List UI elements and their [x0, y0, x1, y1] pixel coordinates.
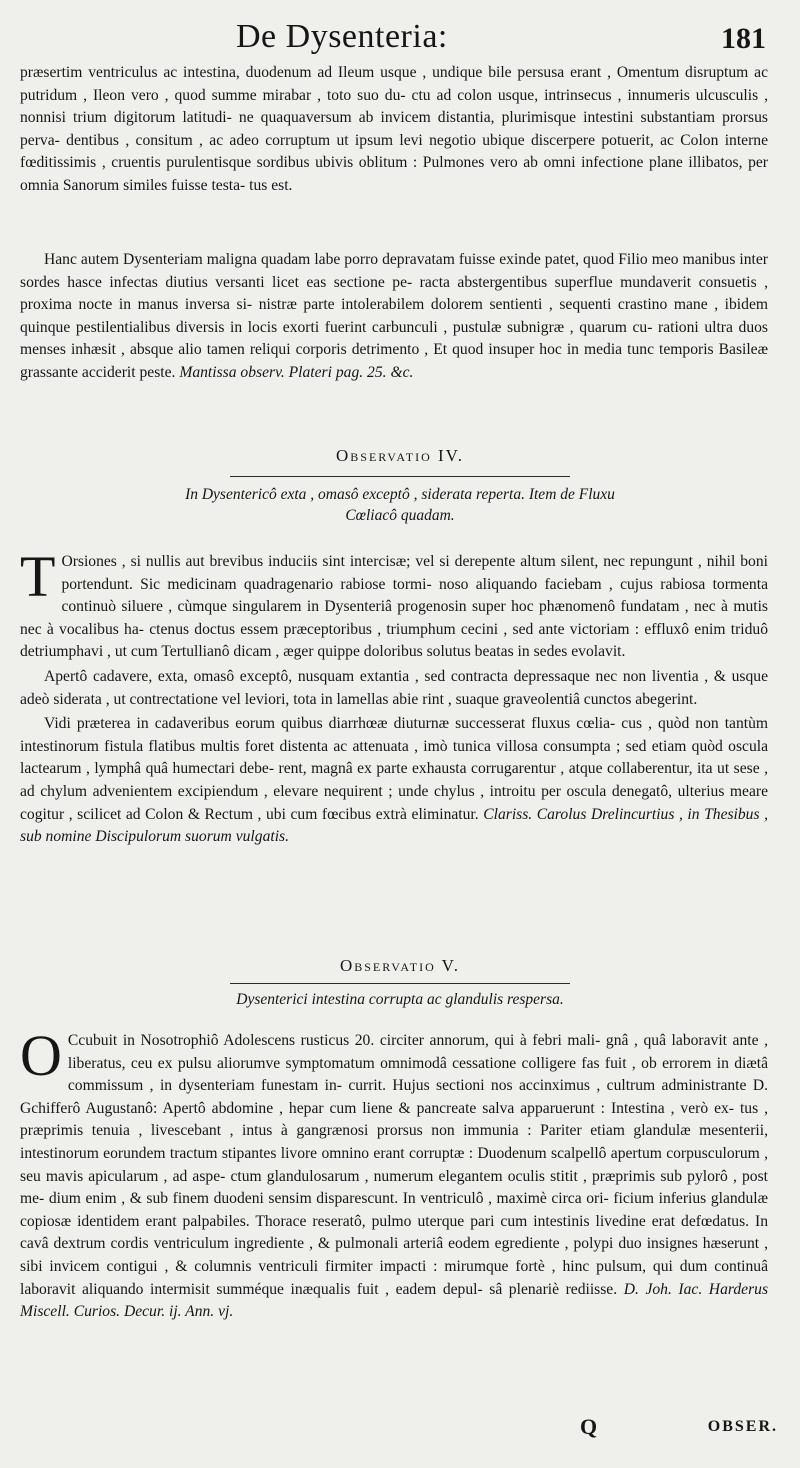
text-line: nec non liventia , & usque adeò siderata , ut contrectatione vel leviori, tota in lamellas abie [20, 667, 769, 708]
text-line: ficium inferius glandulæ copiosæ identidem erant palpabiles. Thorace reseratô, pulmo [20, 1190, 768, 1230]
paragraph-plague [20, 249, 768, 387]
text-line: triduô detriumphavi , ut cum Tertullianô dicam , æger quippe doloribus solutus beatas in [20, 620, 768, 661]
citation: Clariss. Carolus Drelincurtius , in Thesibus , sub nomine Discipulorum suorum vulgatis. [20, 805, 769, 846]
text-line: ctenus doctus essem præceptoribus , triumphum cecini , sed ante victoriam : effluxô enim [149, 620, 726, 638]
text-line: Hanc autem Dysenteriam maligna quadam labe porro depravatam fuisse exinde patet, [44, 251, 580, 268]
text-line: uterque pari cum intestinis livedine erat defœdatus. In cavâ dextrum cordis ventriculum [20, 1212, 769, 1253]
text-line: corruptæ : Duodenum scalpellô apertum corpusculorum , seu mavis apicularum , ad aspe- [20, 1144, 768, 1185]
text-line: rint , suaque graveolentiâ cunctos abegerint. [422, 690, 698, 708]
divider [230, 983, 570, 984]
text-line: Dysenteriâ progenosin super hoc phænomenô fundatam , nec à mutis nec à vocalibus ha- [20, 598, 768, 638]
text-line: ctu ad colon usque, intrinsecus , innumeris ulcusculis , nonnisi trium digitorum latitudi- [20, 86, 768, 127]
drop-cap: O [20, 1023, 62, 1088]
text-line: insuper hoc in media tunc temporis Basileæ grassante acciderit peste. [20, 341, 768, 381]
text-line: Apertô cadavere, exta, omasô exceptô, nusquam extantia , sed contracta depressaque [44, 667, 590, 685]
divider [230, 476, 570, 477]
text-line: gnâ , quâ laboravit ante , liberatus, ceu ex pulsu aliorumve symptomatum omnimodâ [67, 1032, 768, 1072]
text-line: præsertim ventriculus ac intestina, duodenum ad Ileum usque , undique bile persusa [20, 64, 565, 81]
text-line: rent, magnâ ex parte exhausta corrugarentur , atque collaberentur, ita ut sese , ad chylum [20, 760, 768, 800]
text-line: ne quaquaversum ab invicem distantia, plurimisque intestini substantiam prorsus perva- [20, 109, 768, 149]
text-line: vero ab omni infectione plane illibatos, per omnia Sanorum similes fuisse testa- [20, 154, 768, 194]
text-line: advenientem excipiendum , elevare nequirent ; unde chylus , introitu per oscula denegatô, [92, 782, 673, 800]
text-line: Vidi præterea in cadaveribus eorum quibus diarrhœæ diuturnæ successerat fluxus cœlia- [44, 715, 616, 733]
observation-summary [90, 484, 710, 526]
citation: Mantissa observ. Plateri [179, 363, 332, 381]
page-header [0, 18, 800, 64]
observation-summary: Dysenterici intestina corrupta ac glandulis respersa. [236, 991, 564, 1008]
observation-heading: Observatio V. [339, 956, 461, 975]
drop-cap: T [20, 544, 56, 609]
text-line: pestilentialibus diversis in locis exorti fuerint carbunculi , pustulæ subnigræ , quarum cu- [75, 318, 653, 336]
text-line: sâ plenariè rediisse. [489, 1280, 618, 1298]
catchword: OBSER. [707, 1418, 778, 1435]
text-line: nistræ parte intolerabilem dolorem sentienti , sequenti crastino mane , ibidem quinque [20, 296, 768, 336]
text-line: cus , quòd non tantùm intestinorum fistula flatibus multis foret distenta ac attenuata , imò [20, 715, 769, 755]
page-footer [0, 1414, 800, 1444]
text-line: Ccubuit in Nosotrophiô Adolescens rusticus 20. circiter annorum, qui à febri mali- [67, 1032, 601, 1049]
citation: pag. 25. &c. [335, 363, 414, 381]
text-line: nec repungunt , nihil boni portendunt. Sic medicinam quadragenario rabiose tormi- [61, 553, 768, 593]
text-line: ulterius meare cogitur , scilicet ad Colon & Rectum , ubi cum fœcibus extrà eliminatur. [20, 782, 769, 823]
summary-line: In Dysentericô exta , omasô exceptô , siderata reperta. Item de Fluxu [185, 486, 615, 503]
text-block [20, 1023, 769, 1324]
page-number: 181 [721, 22, 766, 55]
text-line: Apertô abdomine , hepar cum liene & pancreate salva apparuerunt : Intestina , verò ex- [162, 1099, 734, 1117]
observation-body [20, 1023, 769, 1326]
text-line: sedes evolavit. [533, 643, 626, 661]
text-line: ingrediente , & pulmonali arteriâ eodem egrediente , polypi duo insignes hæserunt , sibi [20, 1235, 768, 1275]
text-line: ctum glandulosarum , numerum elegantem oculis stitit , præprimis sub pylorô , post me- [20, 1167, 769, 1208]
text-line: tus , præprimis tenuia , livescebant , intus à gangrænosi prorsus non immunia : Pariter [20, 1099, 768, 1140]
text-block [20, 249, 768, 385]
text-line: erant , Omentum disruptum ac putridum , Ileon vero , quod summe mirabar , toto suo du- [20, 64, 768, 104]
text-line: quod Filio meo manibus inter sordes hasce infectas diutius versanti licet eas sectione pe- [20, 251, 768, 291]
text-line: etiam glandulæ mesenterii, intestinorum eorundem tractum stipantes livore omnino erant [20, 1122, 768, 1162]
text-line: Orsiones , si nullis aut brevibus induciis sint intercisæ; vel si derepente altum silent, [61, 553, 599, 570]
text-line: racta abstergentibus superflue mundaverit consuetis , proxima nocte in manus inversa si- [20, 273, 768, 314]
text-line: dentibus , consitum , ac adeo corruptum ut ipsum levi negotio ubique discerpere potuerit, [66, 131, 654, 149]
text-block [20, 666, 768, 711]
text-line: noso aliquando faciebam , cujus rabiosa tormenta continuò siluere , cùmque singularem in [61, 575, 768, 616]
text-block [20, 713, 768, 849]
text-line: dium enim , & sub finem duodeni sensim disparescunt. In ventriculô , maximè circa ori- [48, 1190, 609, 1208]
paragraph-continuation [20, 62, 768, 200]
text-block [20, 544, 768, 664]
signature-mark: Q [580, 1414, 598, 1439]
text-line: qui dum continuâ laboravit aliquando intermisit summéque inæqualis fuit , eadem depul- [20, 1257, 768, 1298]
text-line: tunica villosa consumpta ; sed etiam quòd oscula lactearum , lymphâ quâ humectari debe- [20, 737, 768, 778]
text-line: invicem contigui , & columnis ventriculi firmiter impacti : mirumque fortè , hinc pulsum, [49, 1257, 646, 1275]
observation-heading: Observatio IV. [335, 446, 465, 465]
text-line: tus est. [249, 176, 293, 194]
summary-line: Cœliacô quadam. [345, 507, 455, 524]
observation-body [20, 544, 769, 851]
text-line: cessatione colligere fas fuit , ob errorem in diætâ commissum , in dysenteriam funestam in- [67, 1054, 768, 1095]
text-line: rationi ultra duos menses inhæsit , absque alio tamen reliqui corporis detrimento , Et quod [20, 318, 768, 359]
text-block [20, 62, 768, 198]
citation: D. Joh. Iac. Harderus Miscell. Curios. Decur. ij. Ann. vj. [20, 1280, 769, 1321]
text-line: ac Colon interne fœditissimis , cruentis purulentisque sordibus ubivis oblitum : Pulmones [20, 131, 768, 172]
running-title: De Dysenteria: [236, 18, 448, 55]
text-line: currit. Hujus sectioni nos accinximus , cultrum administrante D. Gchifferô Augustanô: [20, 1077, 768, 1117]
